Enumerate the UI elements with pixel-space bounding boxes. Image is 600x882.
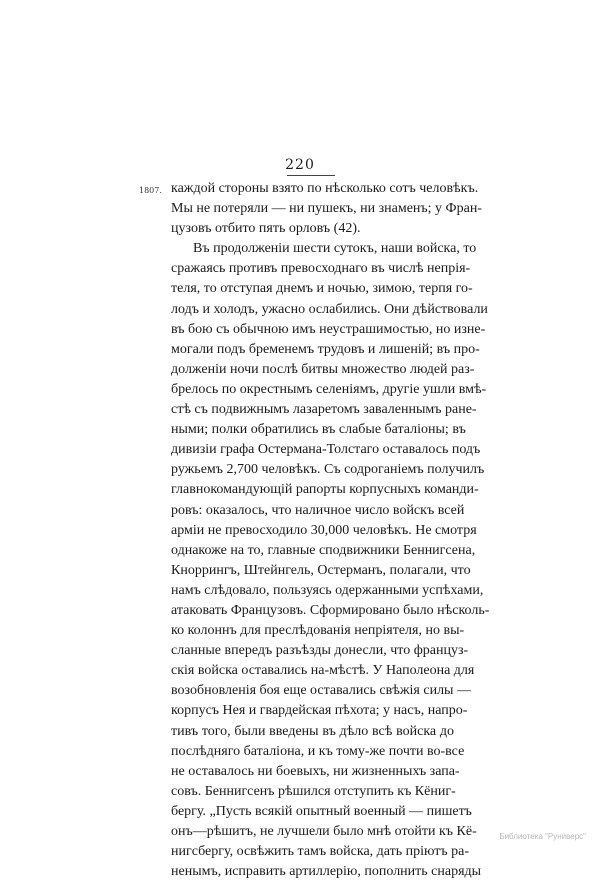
text-line: бергу. „Пусть всякій опытный военный — пишетъ (171, 803, 472, 819)
text-line: главнокомандующій рапорты корпусныхъ команди- (171, 482, 479, 498)
text-line: каждой стороны взято по нѣсколько сотъ человѣкъ. (171, 181, 479, 196)
text-line: сланные впередъ разъѣзды донесли, что француз- (171, 643, 469, 659)
text-line: намъ слѣдовало, пользуясь одержанными успѣхами, (171, 582, 484, 598)
text-line: послѣдняго баталіона, и къ тому-же почти во-все (171, 743, 465, 759)
text-line: совъ. Беннигсенъ рѣшился отступить къ Кёниг- (171, 783, 456, 799)
text-line: дивизіи графа Остермана-Толстаго оставалось подъ (171, 442, 481, 458)
text-line: нигсбергу, освѣжить тамъ войска, дать пріютъ ра- (171, 844, 470, 860)
text-line: ровъ: оказалось, что наличное число войскъ всей (171, 502, 465, 518)
text-line: брелось по окрестнымъ селеніямъ, другіе ушли вмѣ- (171, 381, 487, 397)
header-rule (287, 175, 335, 176)
text-line: Кноррингъ, Штейнгель, Остерманъ, полагали, что (171, 562, 471, 578)
text-line: ненымъ, исправить артиллерію, пополнить снаряды (171, 864, 482, 880)
text-line: могали подъ бременемъ трудовъ и лишеній; въ про- (171, 341, 480, 357)
text-line: ко колоннъ для преслѣдованія непріятеля, но вы- (171, 623, 465, 639)
text-line: возобновленія боя еще оставались свѣжія силы — (171, 683, 471, 699)
text-line: долженіи ночи послѣ битвы множество людей раз- (171, 361, 475, 377)
text-line: лодъ и холодъ, ужасно ослабились. Они дѣйствовали (171, 301, 488, 317)
text-line: стѣ съ подвижнымъ лазаретомъ заваленнымъ ране- (171, 402, 477, 418)
text-line: скія войска оставались на-мѣстѣ. У Наполеона для (171, 663, 475, 679)
text-line: не оставалось ни боевыхъ, ни жизненныхъ запа- (171, 763, 460, 779)
body-text (171, 179, 490, 882)
text-line: ружьемъ 2,700 человѣкъ. Съ содроганіемъ получилъ (171, 462, 485, 478)
text-line: цузовъ отбито пять орловъ (42). (171, 221, 361, 237)
text-line: ными; полки обратились въ слабые баталіоны; въ (171, 422, 466, 438)
margin-year-note: 1807. (139, 186, 162, 195)
text-line: однакоже на то, главные сподвижники Беннигсена, (171, 542, 476, 558)
text-line: сражаясь противъ превосходнаго въ числѣ непрія- (171, 261, 471, 277)
text-line: теля, то отступая днемъ и ночью, зимою, терпя го- (171, 281, 473, 297)
text-line: Мы не потеряли — ни пушекъ, ни знаменъ; у Фран- (171, 201, 482, 217)
text-line: тивъ того, были введены въ дѣло всѣ войска до (171, 723, 454, 739)
text-line: онъ—рѣшитъ, не лучшели было мнѣ отойти къ Кё- (171, 824, 477, 839)
text-line: атаковать Французовъ. Сформировано было нѣсколь- (171, 602, 490, 618)
page-number: 220 (285, 157, 315, 173)
library-watermark: Библиотека "Руниверс" (499, 832, 586, 841)
text-line: корпусъ Нея и гвардейская пѣхота; у насъ, напро- (171, 703, 468, 719)
text-line: Въ продолженіи шести сутокъ, наши войска, то (193, 241, 477, 257)
text-line: въ бою съ обычною имъ неустрашимостью, но изне- (171, 321, 486, 337)
text-line: арміи не превосходило 30,000 человѣкъ. Не смотря (171, 522, 477, 538)
